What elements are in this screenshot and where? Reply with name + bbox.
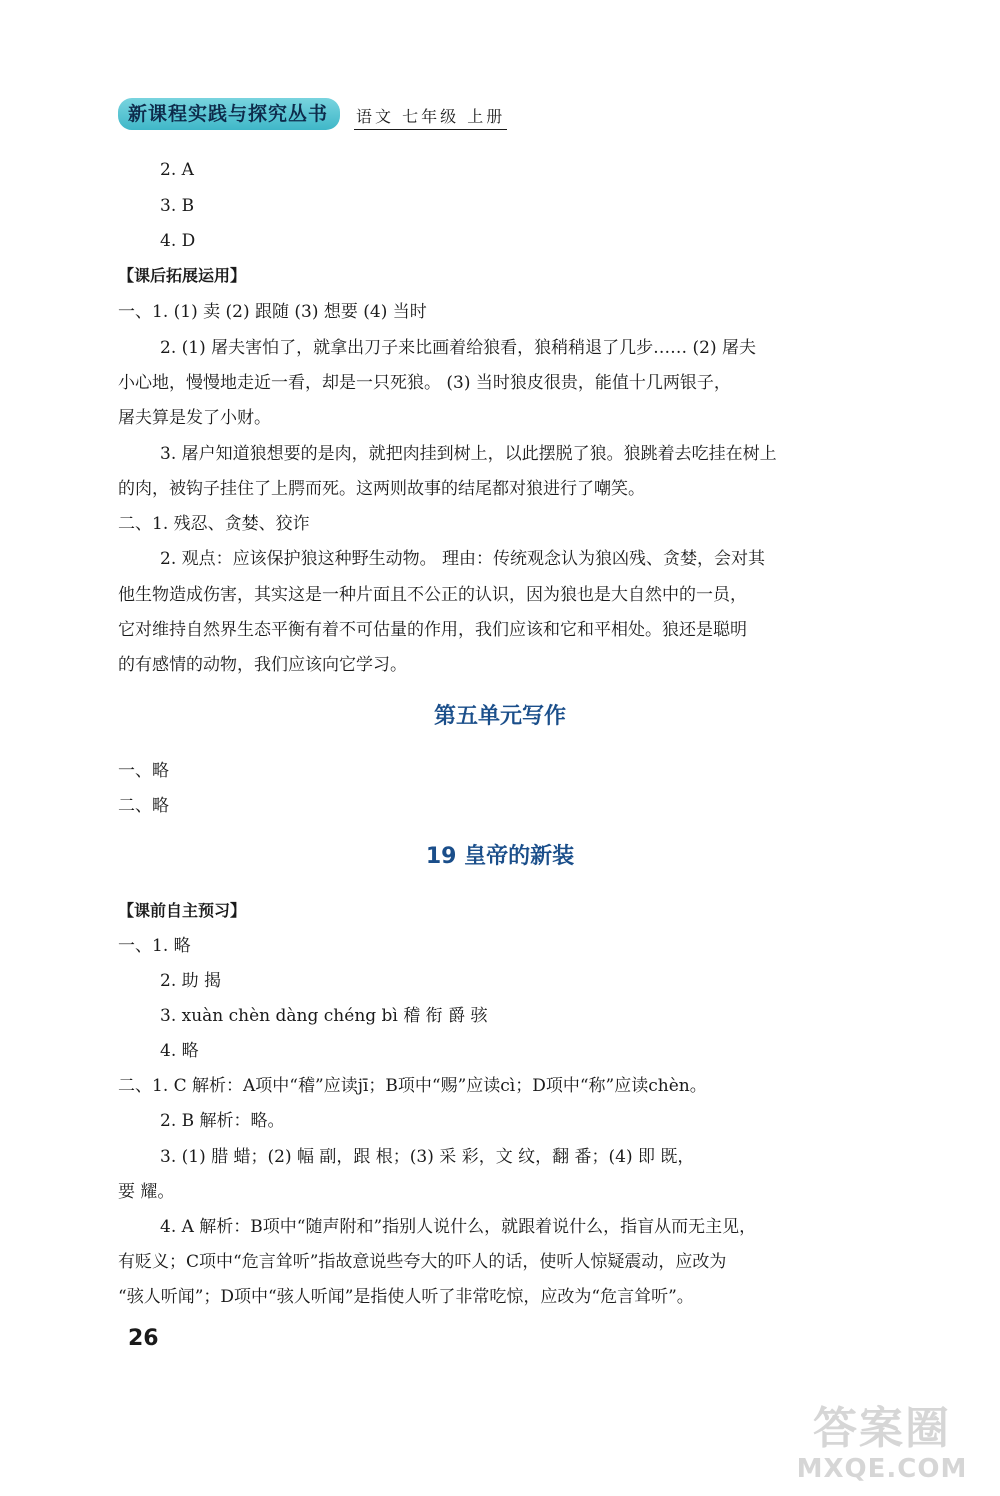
answer-line: 4. D — [160, 231, 196, 251]
answer-line: 二、1. C 解析：A项中“稽”应读jī；B项中“赐”应读cì；D项中“称”应读chèn。 — [118, 1076, 707, 1096]
answer-line: 它对维持自然界生态平衡有着不可估量的作用，我们应该和它和平相处。狼还是聪明 — [118, 620, 747, 640]
answer-line: 2. B 解析：略。 — [160, 1111, 285, 1131]
subject-label: 语文 七年级 上册 — [354, 107, 507, 130]
answer-line: 小心地，慢慢地走近一看，却是一只死狼。 (3) 当时狼皮很贵，能值十几两银子， — [118, 373, 731, 393]
answer-line: 一、1. 略 — [118, 936, 191, 956]
page-number: 26 — [128, 1326, 159, 1351]
answer-line: 2. (1) 屠夫害怕了，就拿出刀子来比画着给狼看，狼稍稍退了几步…… (2) 屠夫 — [160, 338, 756, 358]
answer-line: 一、略 — [118, 761, 169, 781]
answer-line: 2. 助 揭 — [160, 971, 222, 991]
answer-line: 要 耀。 — [118, 1182, 175, 1202]
answer-line: 的肉，被钩子挂住了上腭而死。这两则故事的结尾都对狼进行了嘲笑。 — [118, 479, 645, 499]
answer-line: 2. 观点：应该保护狼这种野生动物。 理由：传统观念认为狼凶残、贪婪，会对其 — [160, 549, 766, 569]
unit-title: 第五单元写作 — [433, 704, 566, 729]
answer-line: 4. 略 — [160, 1041, 199, 1061]
answer-line: 二、1. 残忍、贪婪、狡诈 — [118, 514, 310, 534]
watermark-logo: 答案圈 — [813, 1403, 951, 1454]
answer-line: 二、略 — [118, 796, 169, 816]
answer-line: 3. B — [160, 196, 195, 216]
answer-line: 的有感情的动物，我们应该向它学习。 — [118, 655, 407, 675]
answer-line: 2. A — [160, 160, 194, 180]
answer-line: 3. xuàn chèn dàng chéng bì 稽 衔 爵 骇 — [160, 1006, 488, 1026]
watermark-url: MXQE.COM — [796, 1454, 968, 1484]
answer-line: 屠夫算是发了小财。 — [118, 408, 271, 428]
answer-line: 3. 屠户知道狼想要的是肉，就把肉挂到树上，以此摆脱了狼。狼跳着去吃挂在树上 — [160, 444, 777, 464]
answer-line: 3. (1) 腊 蜡；(2) 幅 副，跟 根；(3) 采 彩，文 纹，翻 番；(4) 即 既， — [160, 1147, 695, 1167]
answer-line: 他生物造成伤害，其实这是一种片面且不公正的认识，因为狼也是大自然中的一员， — [118, 585, 747, 605]
section-heading: 【课后拓展运用】 — [118, 266, 247, 285]
answer-line: 一、1. (1) 卖 (2) 跟随 (3) 想要 (4) 当时 — [118, 302, 427, 322]
answer-line: 有贬义；C项中“危言耸听”指故意说些夸大的吓人的话，使听人惊疑震动，应改为 — [118, 1252, 727, 1272]
lesson-title: 19 皇帝的新装 — [425, 844, 575, 869]
section-heading: 【课前自主预习】 — [118, 901, 247, 920]
page-header — [118, 96, 507, 130]
answer-line: 4. A 解析：B项中“随声附和”指别人说什么，就跟着说什么，指盲从而无主见， — [160, 1217, 757, 1237]
series-badge: 新课程实践与探究丛书 — [118, 98, 340, 130]
answer-line: “骇人听闻”；D项中“骇人听闻”是指使人听了非常吃惊，应改为“危言耸听”。 — [118, 1287, 694, 1307]
watermark — [782, 1404, 982, 1484]
